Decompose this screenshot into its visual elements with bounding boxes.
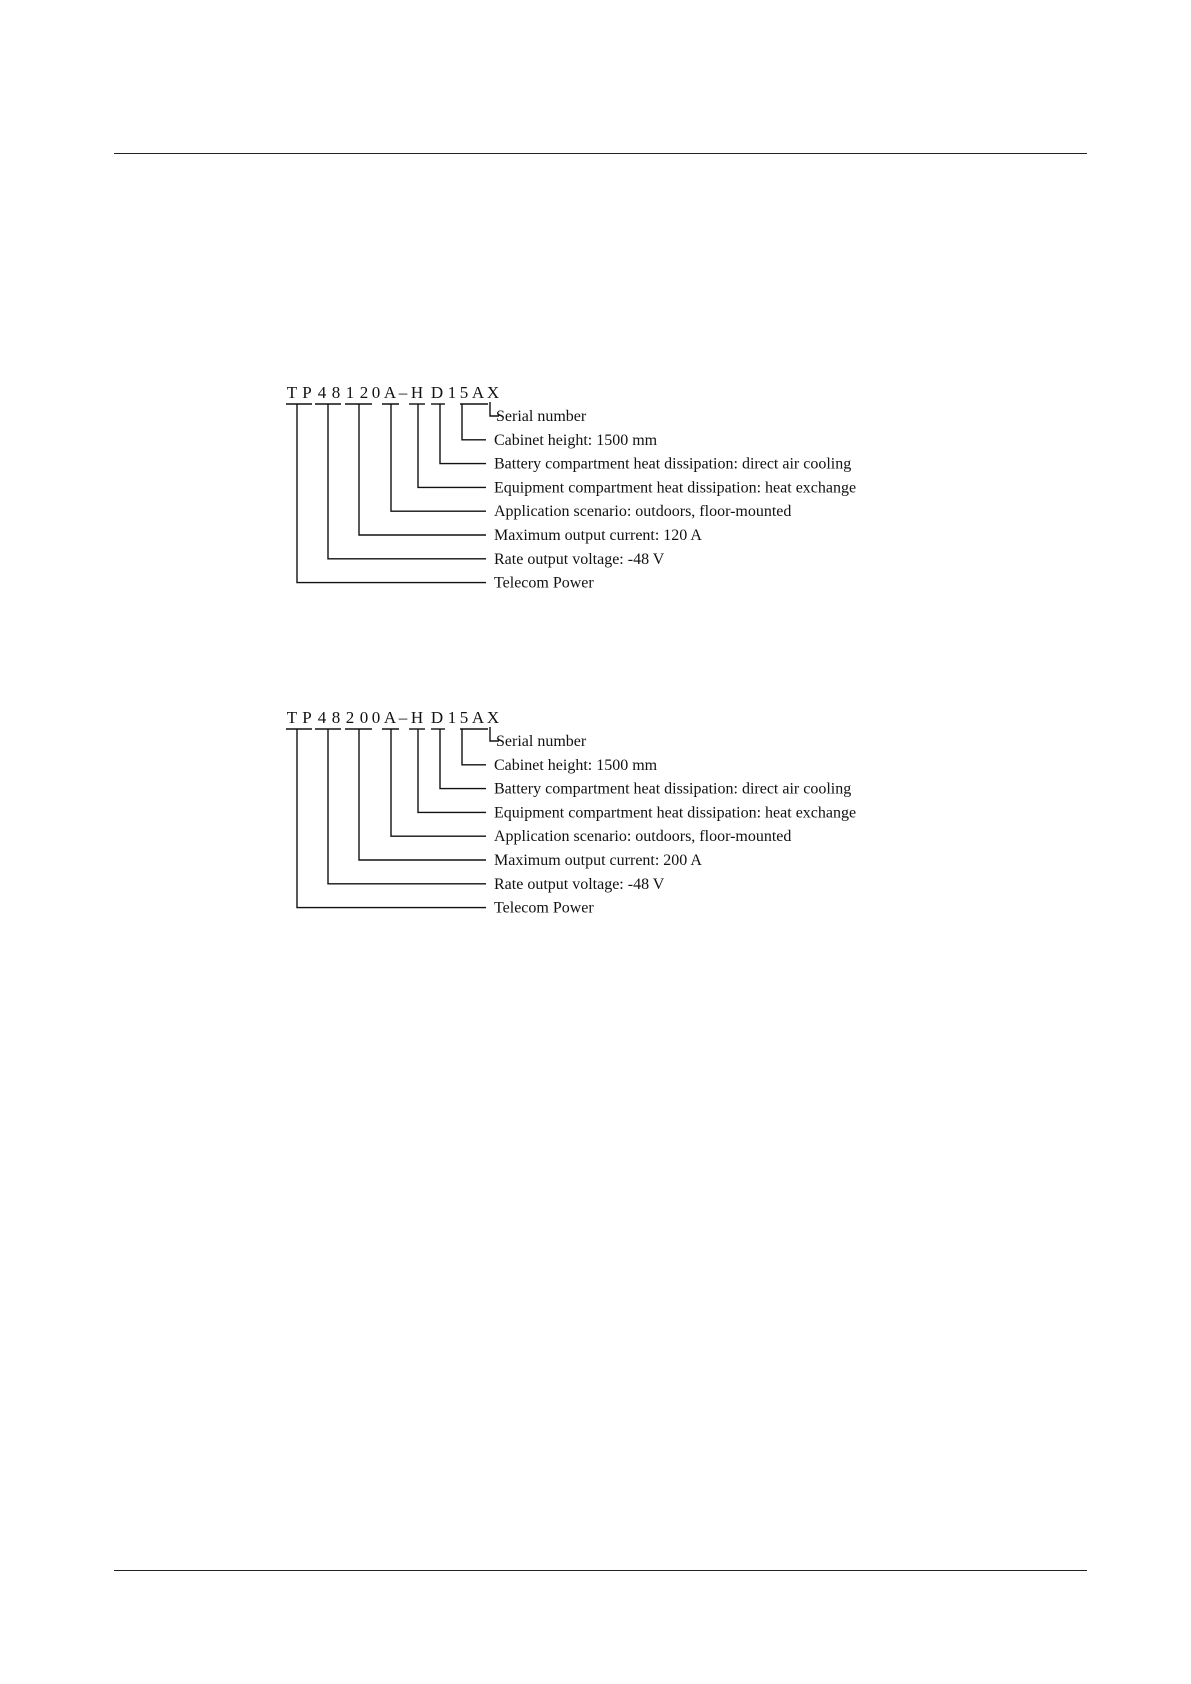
model-code-diagram-2: [0, 705, 1191, 925]
leader-line: [391, 404, 486, 511]
code-character: H: [410, 383, 424, 402]
code-character: 5: [459, 383, 469, 402]
code-character: 0: [371, 383, 381, 402]
code-character: X: [486, 383, 500, 402]
code-character: 5: [459, 708, 469, 727]
code-character: A: [471, 383, 485, 402]
leader-line: [462, 729, 486, 765]
code-description: Equipment compartment heat dissipation: heat exchange: [494, 804, 857, 822]
code-character: X: [486, 708, 500, 727]
code-description: Cabinet height: 1500 mm: [494, 431, 658, 449]
code-description: Serial number: [496, 733, 587, 750]
code-description: Application scenario: outdoors, floor-mounted: [494, 503, 792, 521]
model-code-diagram-1: [0, 380, 1191, 600]
leader-line: [440, 404, 486, 464]
leader-line: [359, 729, 486, 860]
code-character: A: [383, 708, 397, 727]
code-character: T: [286, 708, 298, 727]
code-description: Maximum output current: 120 A: [494, 527, 702, 544]
code-character: A: [471, 708, 485, 727]
code-character: 0: [359, 708, 369, 727]
leader-line: [359, 404, 486, 535]
code-description: Application scenario: outdoors, floor-mounted: [494, 828, 792, 846]
code-character: –: [398, 383, 408, 402]
leader-line: [391, 729, 486, 836]
code-description: Telecom Power: [494, 574, 594, 592]
code-description: Battery compartment heat dissipation: direct air cooling: [494, 780, 852, 798]
code-description: Battery compartment heat dissipation: direct air cooling: [494, 455, 852, 473]
code-character: D: [430, 708, 444, 727]
code-character: 4: [317, 383, 327, 402]
code-description: Telecom Power: [494, 899, 594, 917]
code-character: A: [383, 383, 397, 402]
code-character: H: [410, 708, 424, 727]
code-character: D: [430, 383, 444, 402]
code-description: Rate output voltage: -48 V: [494, 875, 665, 893]
code-character: 1: [345, 383, 355, 402]
header-rule: [114, 153, 1087, 154]
code-character: 8: [331, 708, 341, 727]
code-character: 8: [331, 383, 341, 402]
code-description: Cabinet height: 1500 mm: [494, 756, 658, 774]
code-character: P: [302, 708, 312, 727]
code-description: Rate output voltage: -48 V: [494, 550, 665, 568]
code-character: 4: [317, 708, 327, 727]
leader-line: [462, 404, 486, 440]
leader-line: [418, 404, 486, 487]
code-character: 1: [447, 383, 457, 402]
code-character: –: [398, 708, 408, 727]
leader-line: [440, 729, 486, 789]
code-description: Serial number: [496, 408, 587, 425]
leader-line: [418, 729, 486, 812]
footer-rule: [114, 1570, 1087, 1571]
code-character: T: [286, 383, 298, 402]
code-character: 2: [345, 708, 355, 727]
code-description: Equipment compartment heat dissipation: heat exchange: [494, 479, 857, 497]
code-character: 0: [371, 708, 381, 727]
code-description: Maximum output current: 200 A: [494, 852, 702, 869]
code-character: 1: [447, 708, 457, 727]
code-character: 2: [359, 383, 369, 402]
code-character: P: [302, 383, 312, 402]
